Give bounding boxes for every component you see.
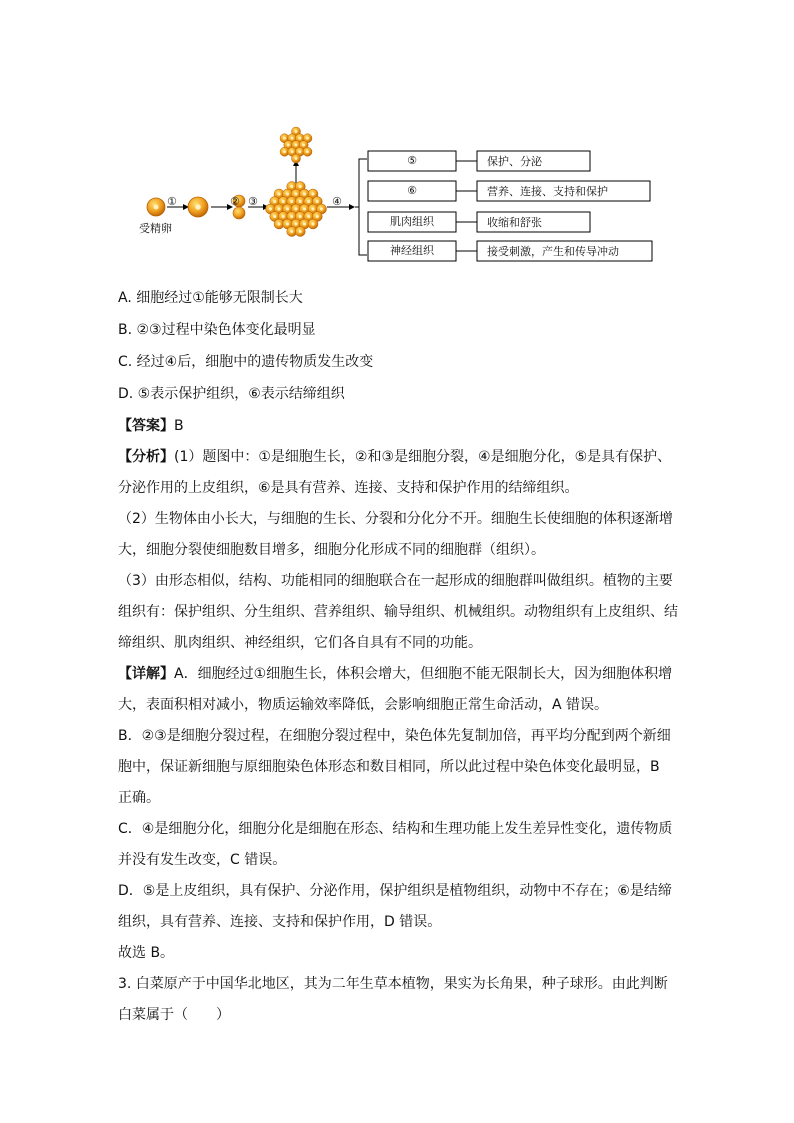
node-muscle-label: 肌肉组织 — [390, 215, 434, 228]
step-4-label: ④ — [332, 195, 342, 208]
cell-nucleus — [307, 200, 310, 203]
analysis-p2: （2）生物体由小长大，与细胞的生长、分裂和分化分不开。细胞生长使细胞的体积逐渐增大，细胞分裂使细胞数目增多，细胞分化形成不同的细胞群（组织）。 — [118, 511, 673, 558]
cell-nucleus — [290, 230, 293, 233]
cell-nucleus — [278, 193, 281, 196]
cell-nucleus — [282, 200, 285, 203]
cell-nucleus — [287, 144, 290, 147]
cell-development-diagram — [135, 125, 665, 275]
function-1-label: 保护、分泌 — [487, 155, 542, 168]
cell-nucleus — [295, 157, 298, 160]
option-a: A. 细胞经过①能够无限制长大 — [118, 290, 303, 306]
cell-nucleus — [290, 200, 293, 203]
detail-label: 【详解】 — [118, 666, 174, 682]
option-d: D. ⑤表示保护组织，⑥表示结缔组织 — [118, 386, 345, 402]
cell-nucleus — [302, 144, 305, 147]
cell-nucleus — [286, 208, 289, 211]
cell-nucleus — [278, 223, 281, 226]
cell-nucleus — [312, 223, 315, 226]
cell-nucleus — [306, 150, 309, 153]
cell-nucleus — [278, 208, 281, 211]
grown-cell-icon — [188, 197, 208, 217]
cell-nucleus — [291, 137, 294, 140]
detail-a-text: A．细胞经过①细胞生长，体积会增大，但细胞不能无限制长大，因为细胞体积增大，表面积相对减小，物质运输效率降低，会影响细胞正常生命活动，A 错误。 — [118, 666, 673, 713]
conclusion: 故选 B。 — [118, 945, 175, 961]
cell-nucleus — [282, 215, 285, 218]
cell-nucleus — [299, 215, 302, 218]
cell-nucleus — [295, 130, 298, 133]
cell-nucleus — [316, 215, 319, 218]
answer-value: B — [174, 418, 184, 434]
cell-nucleus — [312, 208, 315, 211]
cell-nucleus — [283, 137, 286, 140]
cell-nucleus — [286, 223, 289, 226]
function-2-label: 营养、连接、支持和保护 — [487, 185, 608, 198]
egg-label: 受精卵 — [139, 222, 172, 235]
cell-nucleus — [273, 215, 276, 218]
cell-nucleus — [286, 193, 289, 196]
node-nerve-label: 神经组织 — [390, 244, 434, 257]
question-options — [118, 283, 678, 1031]
cell-nucleus — [295, 223, 298, 226]
option-c: C. 经过④后，细胞中的遗传物质发生改变 — [118, 354, 374, 370]
step-2-label: ② — [230, 195, 240, 208]
cell-nucleus — [290, 185, 293, 188]
cell-nucleus — [299, 185, 302, 188]
detail-d: D．⑤是上皮组织，具有保护、分泌作用，保护组织是植物组织，动物中不存在；⑥是结缔组织，具有营养、连接、支持和保护作用，D 错误。 — [118, 883, 672, 930]
cell-nucleus — [291, 150, 294, 153]
node-6-label: ⑥ — [407, 184, 417, 197]
cell-nucleus — [295, 144, 298, 147]
detail-b: B．②③是细胞分裂过程，在细胞分裂过程中，染色体先复制加倍，再平均分配到两个新细胞中，保证新细胞与原细胞染色体形态和数目相同，所以此过程中染色体变化最明显，B 正确。 — [118, 728, 671, 806]
cell-nucleus — [306, 137, 309, 140]
detail-c: C．④是细胞分化，细胞分化是细胞在形态、结构和生理功能上发生差异性变化，遗传物质并没有发生改变，C 错误。 — [118, 821, 673, 868]
cell-nucleus — [273, 200, 276, 203]
cell-nucleus — [283, 150, 286, 153]
function-4-label: 接受刺激，产生和传导冲动 — [487, 245, 619, 258]
step-3-label: ③ — [248, 195, 258, 208]
cell-nucleus — [295, 193, 298, 196]
analysis-p3: （3）由形态相似，结构、功能相同的细胞联合在一起形成的细胞群叫做组织。植物的主要组织有：保护组织、分生组织、营养组织、输导组织、机械组织。动物组织有上皮组织、结缔组织、肌肉组织、神经组织，它们各自具有不同的功能。 — [118, 573, 678, 651]
node-5-label: ⑤ — [407, 154, 417, 167]
cell-nucleus — [303, 193, 306, 196]
cell-nucleus — [298, 150, 301, 153]
cell-cluster-icon — [266, 182, 327, 237]
function-3-label: 收缩和舒张 — [487, 216, 542, 229]
cell-nucleus — [298, 137, 301, 140]
cell-nucleus — [290, 215, 293, 218]
cell-nucleus — [269, 208, 272, 211]
analysis-p1 — [118, 442, 678, 504]
cell-nucleus — [295, 208, 298, 211]
question-3: 3. 白菜原产于中国华北地区，其为二年生草本植物，果实为长角果，种子球形。由此判断白菜属于（ ） — [118, 976, 668, 1023]
analysis-label: 【分析】 — [118, 449, 174, 465]
analysis-p1-text: (1）题图中：①是细胞生长，②和③是细胞分裂，④是细胞分化，⑤是具有保护、分泌作用的上皮组织，⑥是具有营养、连接、支持和保护作用的结缔组织。 — [118, 449, 672, 496]
fertilized-egg-icon — [147, 198, 165, 216]
cell-nucleus — [312, 193, 315, 196]
cell-nucleus — [316, 200, 319, 203]
cell-nucleus — [307, 215, 310, 218]
option-b: B. ②③过程中染色体变化最明显 — [118, 322, 316, 338]
differentiated-cells-icon — [280, 127, 312, 163]
cell-nucleus — [303, 208, 306, 211]
cell-nucleus — [299, 230, 302, 233]
cell-nucleus — [303, 223, 306, 226]
cell-nucleus — [320, 208, 323, 211]
step-1-label: ① — [167, 195, 177, 208]
answer-label: 【答案】 — [118, 418, 174, 434]
cell-nucleus — [299, 200, 302, 203]
detail-a — [118, 659, 678, 721]
answer-line — [118, 411, 678, 442]
